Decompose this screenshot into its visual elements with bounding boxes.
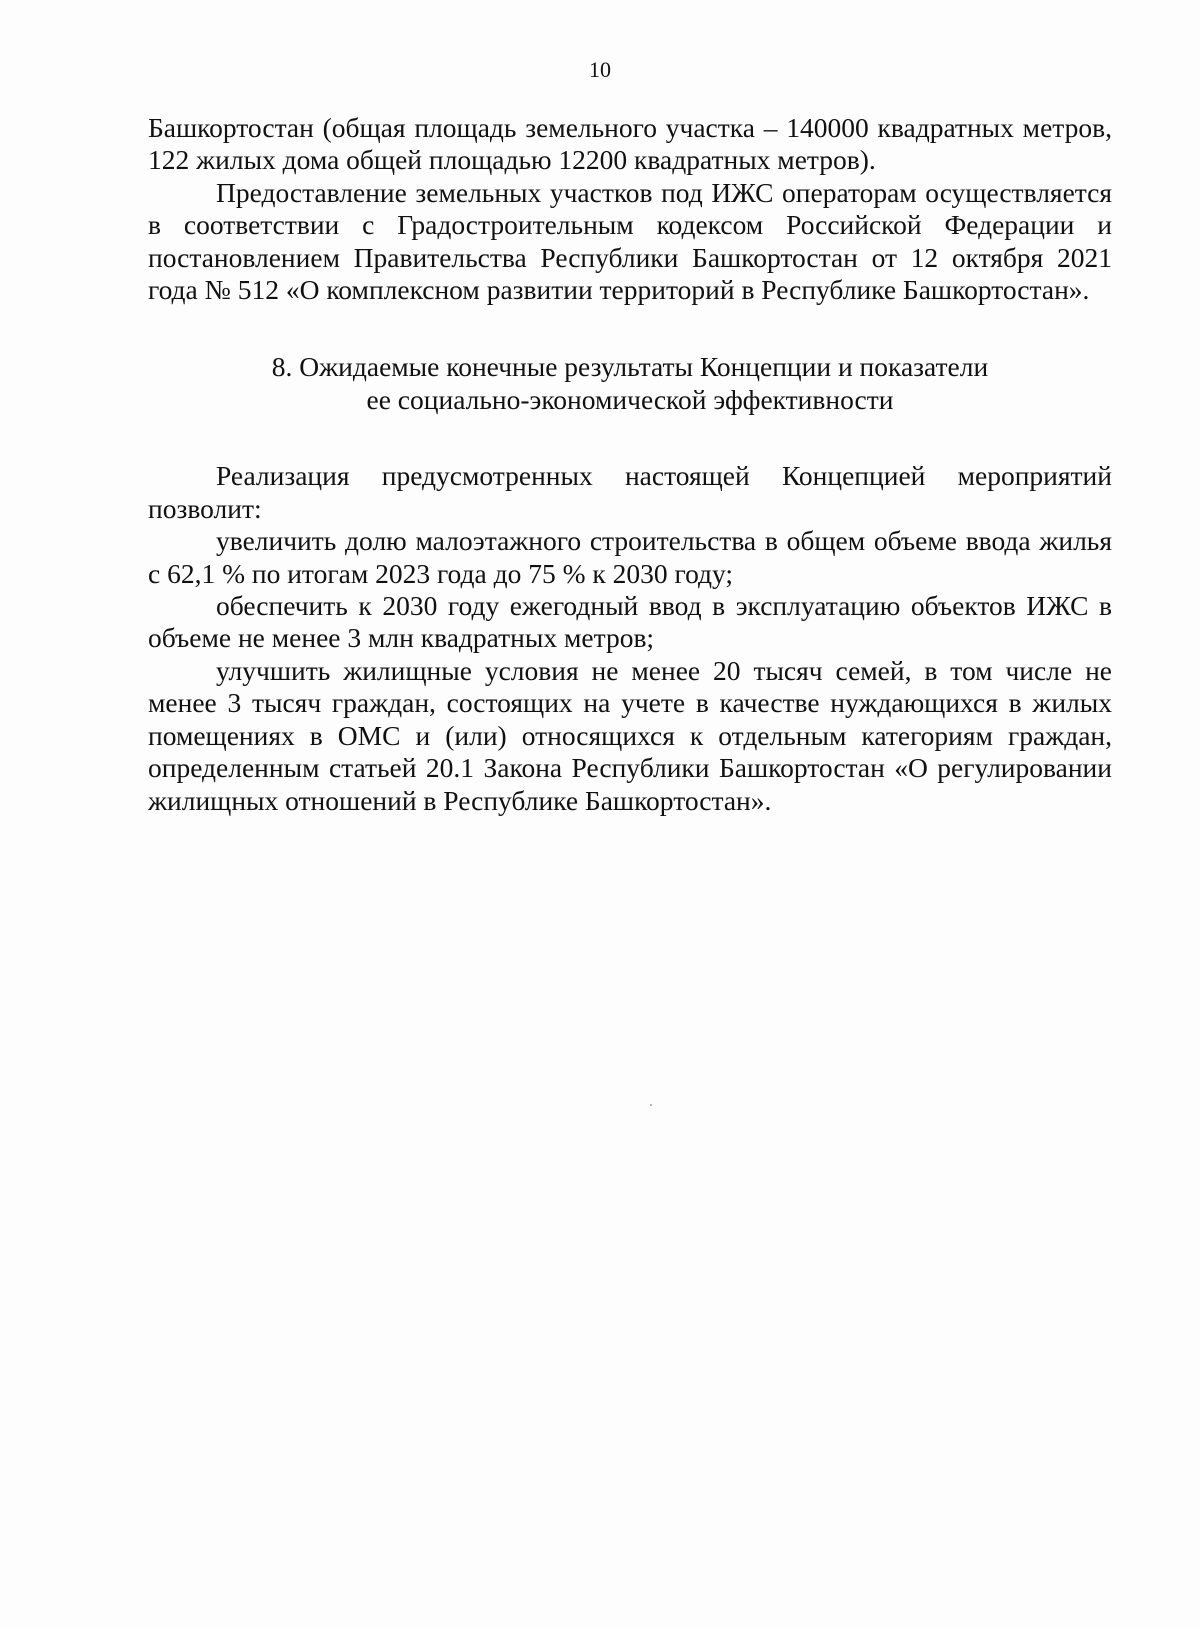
paragraph-item-housing: улучшить жилищные условия не менее 20 тысяч семей, в том числе не менее 3 тысяч граждан, состоящих на учете в качестве нуждающихся в жилых помещениях в ОМС и (или) относящихся к отдельным категориям граждан, определенным статьей 20.1 Закона Республики Башкортостан «О регулировании жилищных отношений в Республике Башкортостан». xyxy=(148,654,1112,816)
section-heading xyxy=(148,350,1112,416)
paragraph-continuation: Башкортостан (общая площадь земельного участка – 140000 квадратных метров, 122 жилых дома общей площадью 12200 квадратных метров). xyxy=(148,112,1112,176)
section-heading-line-1: 8. Ожидаемые конечные результаты Концепции и показатели xyxy=(271,351,989,383)
scan-speck xyxy=(650,1104,652,1106)
paragraph-intro: Реализация предусмотренных настоящей Концепцией мероприятий позволит: xyxy=(148,460,1112,524)
document-body xyxy=(148,112,1112,817)
paragraph-land-provision: Предоставление земельных участков под ИЖС операторам осуществляется в соответствии с Градостроительным кодексом Российской Федерации и постановлением Правительства Республики Башкортостан от 12 октября 2021 года № 512 «О комплексном развитии территорий в Республике Башкортостан». xyxy=(148,176,1112,306)
section-heading-line-2: ее социально-экономической эффективности xyxy=(366,384,894,416)
paragraph-item-commissioning: обеспечить к 2030 году ежегодный ввод в эксплуатацию объектов ИЖС в объеме не менее 3 млн квадратных метров; xyxy=(148,590,1112,654)
page-number: 10 xyxy=(589,57,611,82)
paragraph-item-share: увеличить долю малоэтажного строительства в общем объеме ввода жилья с 62,1 % по итогам 2023 года до 75 % к 2030 году; xyxy=(148,525,1112,589)
